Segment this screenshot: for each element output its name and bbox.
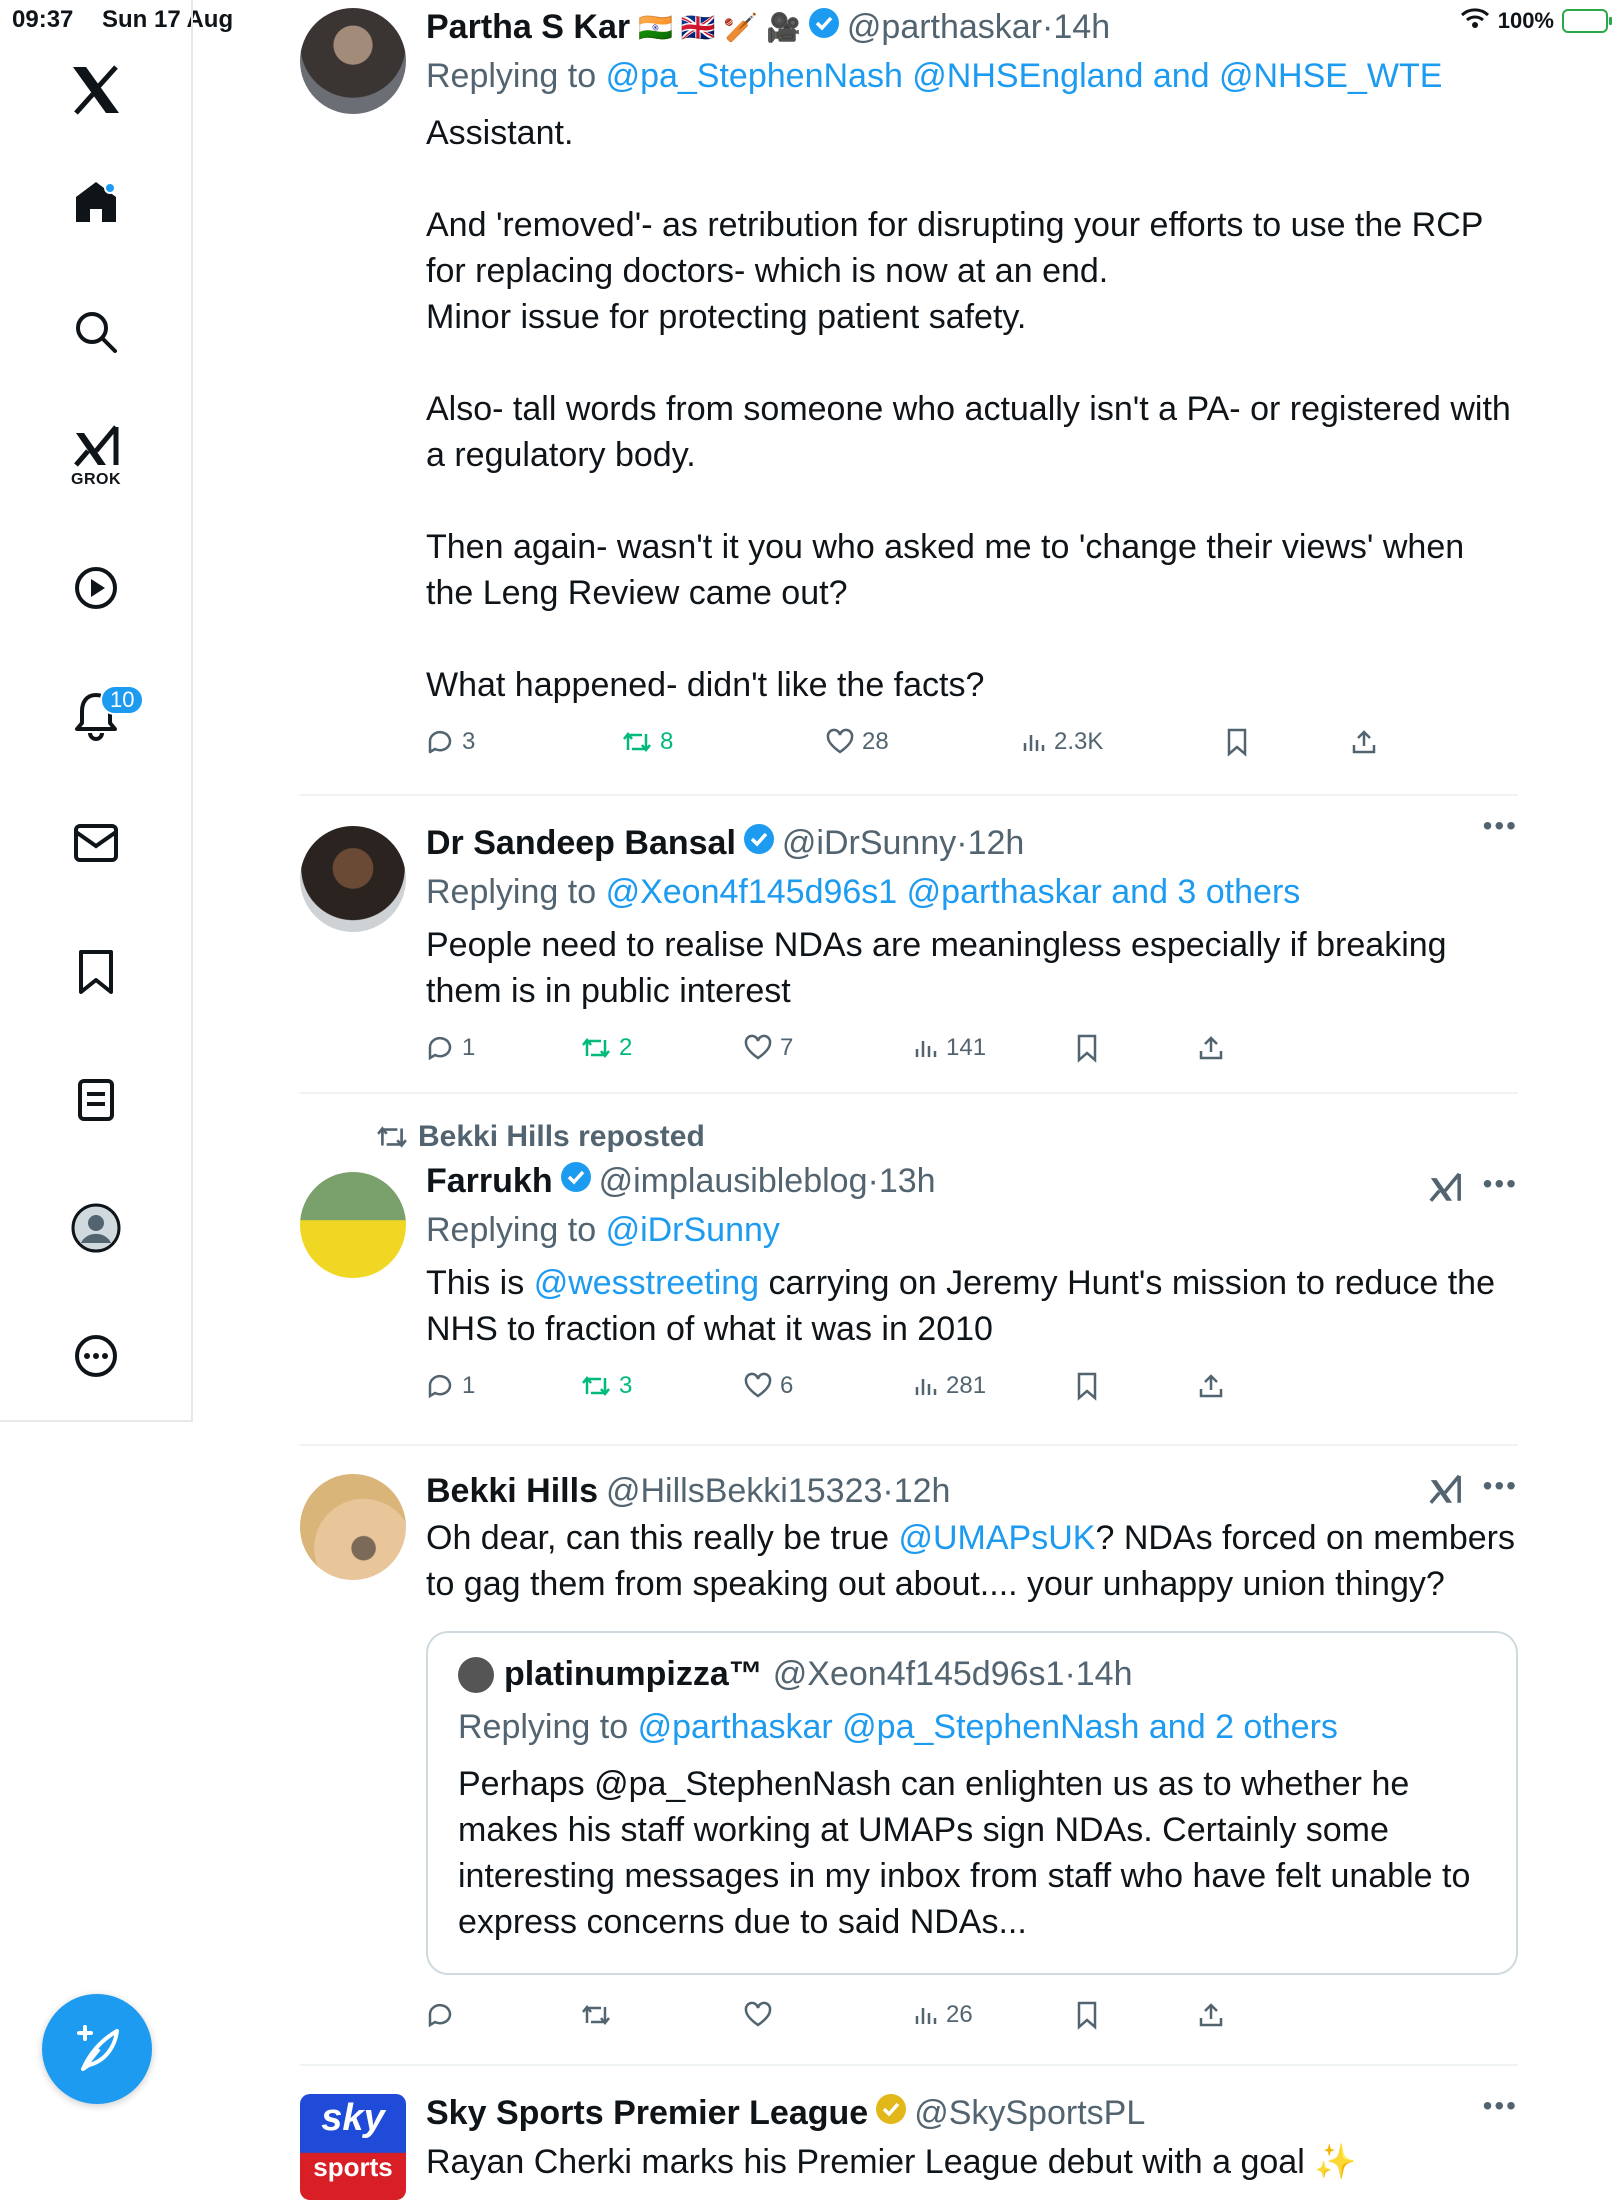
- more-options-icon[interactable]: •••: [1482, 1168, 1518, 1199]
- repost-icon: [581, 1036, 611, 1060]
- grok-label: GROK: [71, 471, 121, 488]
- gold-verified-badge-icon: [874, 2092, 908, 2135]
- reply-prefix: Replying to: [426, 57, 597, 95]
- repost-button[interactable]: [622, 728, 673, 756]
- tweet-header: Bekki Hills @HillsBekki15323 · 12h: [426, 1472, 951, 1510]
- author-name[interactable]: Farrukh: [426, 1162, 553, 1200]
- status-time: 09:37: [12, 6, 74, 33]
- quoted-tweet[interactable]: [426, 1631, 1518, 1975]
- views-button[interactable]: [1022, 728, 1103, 756]
- repost-icon: [581, 2003, 611, 2027]
- like-count: 7: [780, 1034, 794, 1061]
- tweet-text: This is @wesstreeting carrying on Jeremy Hunt's mission to reduce the NHS to fraction of what it was in 2010: [426, 1264, 1505, 1348]
- share-button[interactable]: [1351, 729, 1377, 755]
- reply-icon: [426, 1372, 454, 1400]
- more-icon: [73, 1333, 119, 1379]
- reply-button[interactable]: [426, 2001, 454, 2029]
- tweet-time[interactable]: 12h: [967, 824, 1025, 862]
- bookmark-icon: [1076, 1372, 1098, 1400]
- bookmark-button[interactable]: [1076, 1034, 1098, 1062]
- search-icon: [74, 310, 118, 354]
- quote-author-handle: @Xeon4f145d96s1: [772, 1655, 1065, 1693]
- author-name[interactable]: Sky Sports Premier League: [426, 2094, 869, 2132]
- tweet-time[interactable]: 13h: [878, 1162, 936, 1200]
- reply-context: [426, 57, 1518, 96]
- battery-percent: 100%: [1497, 8, 1554, 33]
- compose-button[interactable]: [42, 1994, 152, 2104]
- more-options-icon[interactable]: •••: [1482, 1470, 1518, 1501]
- bookmark-button[interactable]: [1226, 728, 1248, 756]
- like-button[interactable]: [744, 1372, 793, 1400]
- repost-button[interactable]: [581, 2003, 611, 2027]
- bookmark-icon: [1076, 2001, 1098, 2029]
- mail-icon: [73, 823, 119, 863]
- verified-badge-icon: [559, 1160, 593, 1203]
- repost-count: 8: [660, 728, 674, 755]
- views-button[interactable]: [914, 1372, 986, 1400]
- quote-time: 14h: [1075, 1655, 1133, 1693]
- avatar[interactable]: [300, 8, 406, 114]
- timeline: [300, 0, 1525, 2206]
- quote-text: Perhaps @pa_StephenNash can enlighten us as to whether he makes his staff working at UMAPs sign NDAs. Certainly some interesting messages in my inbox from staff who have felt unable to express concerns due to said NDAs...: [458, 1765, 1480, 1941]
- share-button[interactable]: [1198, 2002, 1224, 2028]
- x-logo-icon[interactable]: [56, 50, 136, 130]
- tweet[interactable]: [300, 1094, 1518, 1446]
- repost-context: [376, 1120, 1468, 1154]
- views-count: 2.3K: [1054, 728, 1104, 755]
- reply-count: 3: [462, 728, 476, 755]
- author-name[interactable]: Partha S Kar: [426, 8, 631, 46]
- reply-button[interactable]: [426, 1372, 475, 1400]
- battery-icon: [1562, 9, 1608, 33]
- tweet-actions: [426, 720, 1518, 764]
- author-handle[interactable]: @iDrSunny: [781, 824, 957, 862]
- profile-icon: [71, 1203, 121, 1253]
- heart-icon: [826, 729, 854, 755]
- reply-button[interactable]: [426, 728, 475, 756]
- verified-badge-icon: [742, 822, 776, 865]
- nav-profile[interactable]: [56, 1188, 136, 1268]
- heart-icon: [744, 2002, 772, 2028]
- tweet-time[interactable]: 14h: [1053, 8, 1111, 46]
- tweet-header: [426, 2092, 1518, 2135]
- share-icon: [1351, 729, 1377, 755]
- notifications-badge: 10: [100, 685, 144, 715]
- home-unread-dot: [104, 182, 116, 194]
- quote-header: platinumpizza™ @Xeon4f145d96s1 · 14h: [458, 1655, 1486, 1694]
- tweet-time[interactable]: 12h: [893, 1472, 951, 1510]
- tweet-header: Partha S Kar 🇮🇳 🇬🇧 🏏 🎥 @parthaskar · 14h: [426, 6, 1518, 49]
- bookmark-icon: [1076, 1034, 1098, 1062]
- nav-grok[interactable]: [56, 412, 136, 502]
- sky-logo-text: sky: [321, 2097, 385, 2139]
- reply-icon: [426, 728, 454, 756]
- reply-to-link[interactable]: @iDrSunny: [605, 1211, 780, 1249]
- nav-bookmarks[interactable]: [56, 932, 136, 1012]
- share-icon: [1198, 1035, 1224, 1061]
- author-name[interactable]: Bekki Hills: [426, 1472, 598, 1510]
- avatar[interactable]: [300, 826, 406, 932]
- share-icon: [1198, 2002, 1224, 2028]
- views-icon: [1022, 731, 1046, 753]
- author-name[interactable]: Dr Sandeep Bansal: [426, 824, 736, 862]
- grok-explain-icon[interactable]: [1428, 1474, 1462, 1511]
- tweet-actions: [426, 1993, 1518, 2037]
- tweet[interactable]: [300, 0, 1518, 796]
- repost-icon: [581, 1374, 611, 1398]
- views-button[interactable]: [914, 1034, 986, 1062]
- views-count: 141: [946, 1034, 987, 1061]
- share-button[interactable]: [1198, 1373, 1224, 1399]
- tweet-text: Assistant. And 'removed'- as retribution for disrupting your efforts to use the RCP for replacing doctors- which is now at an end. Minor issue for protecting patient safety. Also- tall words from someone who actually isn't a PA- or registered with a regulatory body. Then again- wasn't it you who asked me to 'change their views' when the Leng Review came out? What happened- didn't like the facts?: [426, 114, 1511, 704]
- like-button[interactable]: [826, 728, 889, 756]
- sky-logo-subtext: sports: [313, 2152, 393, 2182]
- bookmark-icon: [1226, 728, 1248, 756]
- bookmark-button[interactable]: [1076, 1372, 1098, 1400]
- tweet-header: Farrukh @implausibleblog · 13h: [426, 1160, 1518, 1203]
- quote-avatar: [458, 1657, 494, 1693]
- views-count: 26: [946, 2001, 973, 2028]
- repost-button[interactable]: [581, 1372, 632, 1400]
- tweet-text: Oh dear, can this really be true @UMAPsUK? NDAs forced on members to gag them from speaking out about.... your unhappy union thingy?: [426, 1519, 1525, 1603]
- like-button[interactable]: [744, 2002, 772, 2028]
- repost-count: 3: [619, 1372, 633, 1399]
- views-count: 281: [946, 1372, 987, 1399]
- heart-icon: [744, 1373, 772, 1399]
- compose-icon: [69, 2021, 125, 2077]
- reply-prefix: Replying to: [426, 873, 597, 911]
- heart-icon: [744, 1035, 772, 1061]
- reply-icon: [426, 1034, 454, 1062]
- author-handle[interactable]: @SkySportsPL: [914, 2094, 1146, 2132]
- avatar[interactable]: [300, 1172, 406, 1278]
- verified-badge-icon: [807, 6, 841, 49]
- quote-author-name: platinumpizza™: [504, 1655, 763, 1693]
- bookmark-button[interactable]: [1076, 2001, 1098, 2029]
- nav-notifications[interactable]: [56, 675, 136, 755]
- grok-icon: [72, 425, 120, 469]
- views-button[interactable]: [914, 2001, 973, 2029]
- nav-messages[interactable]: [56, 803, 136, 883]
- author-handle[interactable]: @parthaskar: [846, 8, 1043, 46]
- tweet[interactable]: [300, 1446, 1525, 2066]
- views-icon: [914, 1037, 938, 1059]
- tweet-actions: [426, 1026, 1518, 1070]
- views-icon: [914, 1375, 938, 1397]
- mention-link[interactable]: @wesstreeting: [533, 1264, 760, 1302]
- avatar[interactable]: [300, 2094, 406, 2200]
- bookmark-icon: [77, 949, 115, 995]
- repost-count: 2: [619, 1034, 633, 1061]
- nav-home[interactable]: [56, 162, 136, 242]
- reply-to-link[interactable]: @Xeon4f145d96s1 @parthaskar and 3 others: [605, 873, 1301, 911]
- reply-context: [426, 1211, 1518, 1250]
- like-button[interactable]: [744, 1034, 793, 1062]
- reply-count: 1: [462, 1372, 476, 1399]
- author-handle[interactable]: @HillsBekki15323: [605, 1472, 883, 1510]
- quote-reply-to-link[interactable]: @parthaskar @pa_StephenNash and 2 others: [637, 1708, 1338, 1746]
- author-handle[interactable]: @implausibleblog: [598, 1162, 868, 1200]
- views-icon: [914, 2004, 938, 2026]
- reply-count: 1: [462, 1034, 476, 1061]
- play-icon: [73, 565, 119, 611]
- mention-link[interactable]: @UMAPsUK: [898, 1519, 1096, 1557]
- tweet-header: Dr Sandeep Bansal @iDrSunny · 12h: [426, 822, 1518, 865]
- repost-button[interactable]: [581, 1034, 632, 1062]
- reply-button[interactable]: [426, 1034, 475, 1062]
- like-count: 6: [780, 1372, 794, 1399]
- tweet-text: People need to realise NDAs are meaningless especially if breaking them is in public interest: [426, 926, 1457, 1010]
- reply-icon: [426, 2001, 454, 2029]
- nav-more[interactable]: [56, 1316, 136, 1396]
- reposted-by[interactable]: Bekki Hills reposted: [418, 1120, 705, 1153]
- reply-to-link[interactable]: @pa_StephenNash @NHSEngland and @NHSE_WTE: [605, 57, 1443, 95]
- nav-search[interactable]: [56, 292, 136, 372]
- more-options-icon[interactable]: •••: [1482, 810, 1518, 841]
- repost-icon: [622, 730, 652, 754]
- repost-icon: [376, 1124, 408, 1150]
- sidebar: [0, 0, 193, 1422]
- reply-prefix: Replying to: [426, 1211, 597, 1249]
- name-emoji-flags: 🇮🇳 🇬🇧 🏏 🎥: [638, 12, 801, 43]
- tweet-actions: [426, 1364, 1518, 1408]
- status-date: Sun 17 Aug: [102, 6, 234, 33]
- tweet-text: Rayan Cherki marks his Premier League debut with a goal ✨: [426, 2143, 1357, 2181]
- list-icon: [77, 1078, 115, 1122]
- quote-reply-context: Replying to @parthaskar @pa_StephenNash and 2 others: [458, 1708, 1338, 1746]
- avatar[interactable]: [300, 1474, 406, 1580]
- nav-lists[interactable]: [56, 1060, 136, 1140]
- share-icon: [1198, 1373, 1224, 1399]
- more-options-icon[interactable]: •••: [1482, 2090, 1518, 2121]
- tweet[interactable]: [300, 2066, 1518, 2206]
- tweet[interactable]: [300, 796, 1518, 1094]
- reply-context: [426, 873, 1518, 912]
- nav-videos[interactable]: [56, 548, 136, 628]
- share-button[interactable]: [1198, 1035, 1224, 1061]
- like-count: 28: [862, 728, 889, 755]
- grok-explain-icon[interactable]: [1428, 1172, 1462, 1209]
